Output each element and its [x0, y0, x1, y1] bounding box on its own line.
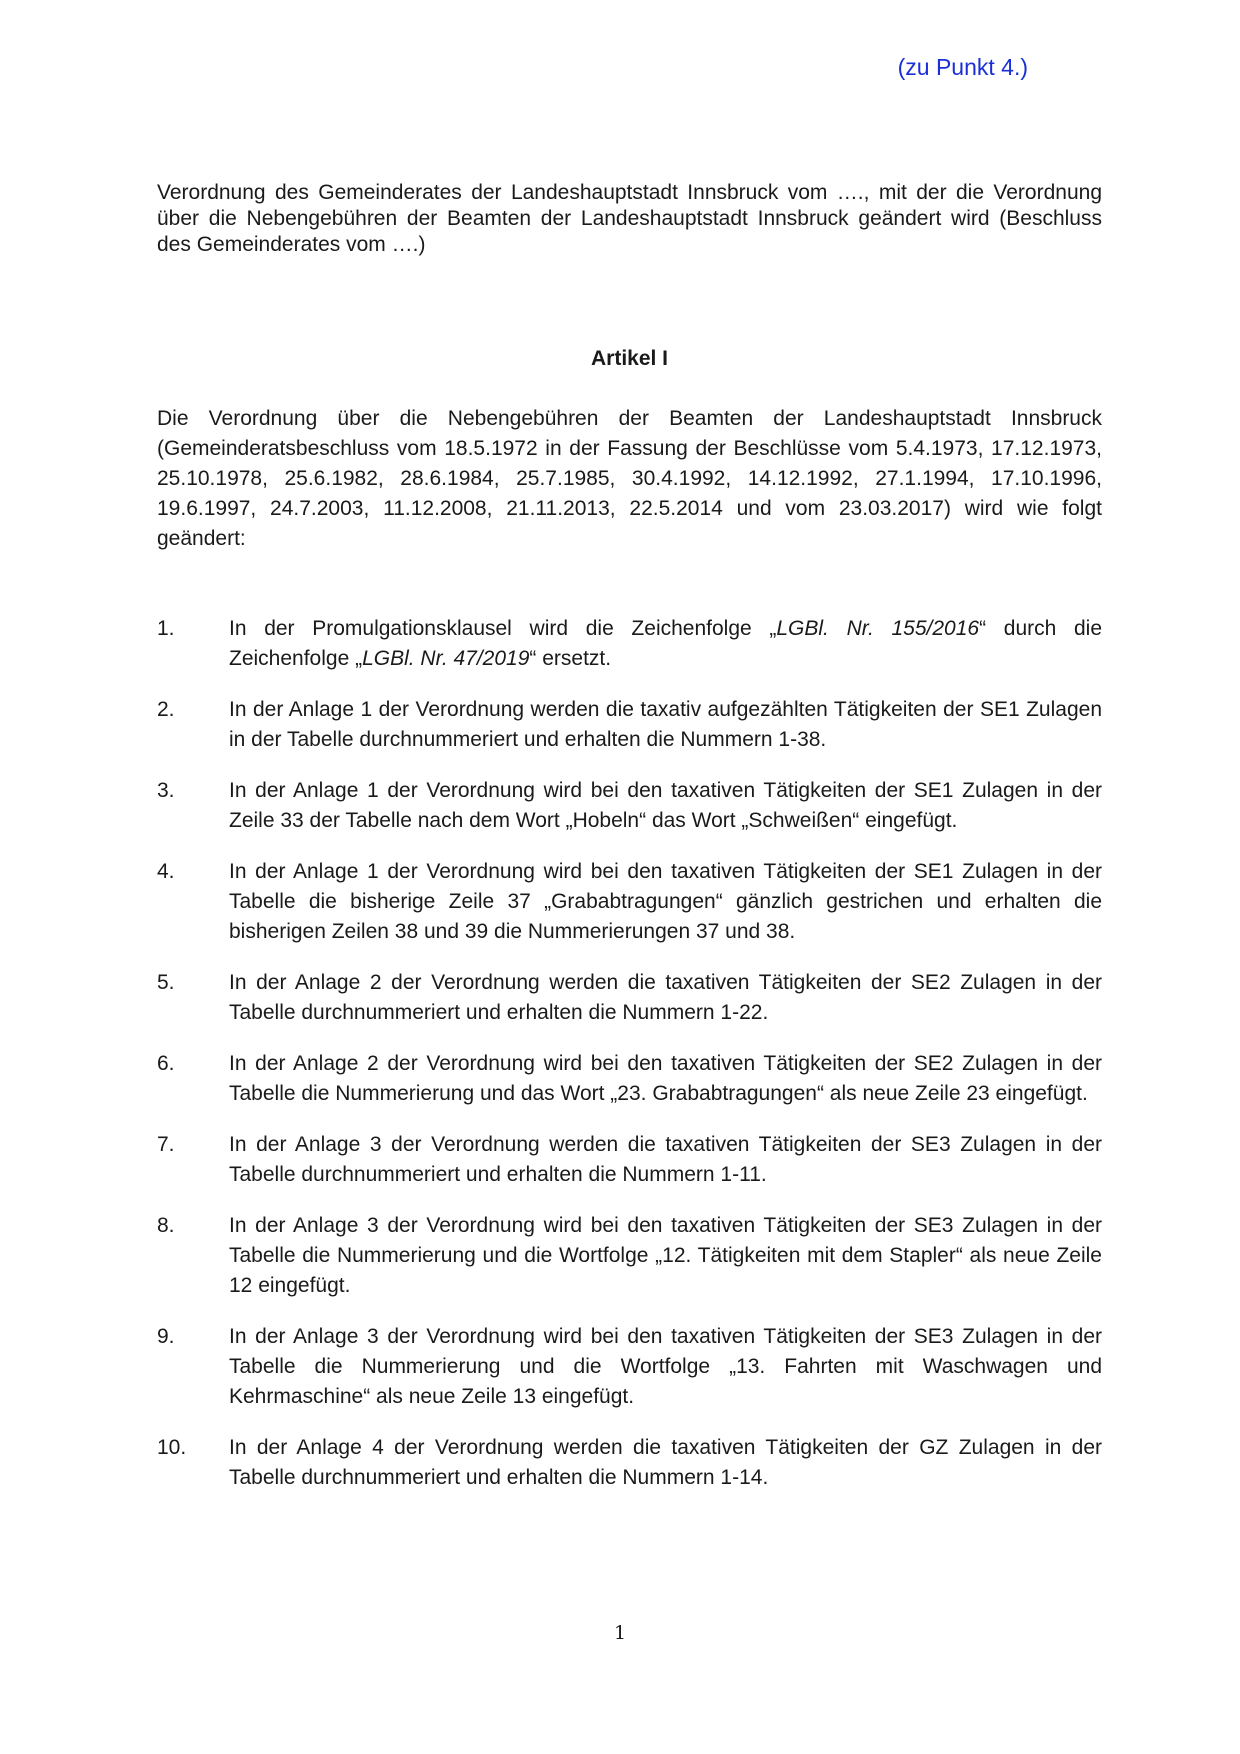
- list-item-number: 10.: [157, 1436, 187, 1459]
- article-body: Die Verordnung über die Nebengebühren der Beamten der Landeshauptstadt Innsbruck (Gemeinderatsbeschluss vom 18.5.1972 in der Fassung der Beschlüsse vom 5.4.1973, 17.12.1973, 25.10.1978, 25.6.1982, 28.6.1984, 25.7.1985, 30.4.1992, 14.12.1992, 27.1.1994, 17.10.1996, 19.6.1997, 24.7.2003, 11.12.2008, 21.11.2013, 22.5.2014 und vom 23.03.2017) wird wie folgt geändert:: [157, 407, 1102, 550]
- list-item-number: 8.: [157, 1214, 175, 1237]
- list-item: [157, 1433, 1102, 1493]
- list-item-text: In der Anlage 3 der Verordnung wird bei den taxativen Tätigkeiten der SE3 Zulagen in der Tabelle die Nummerierung und die Wortfolge „13. Fahrten mit Waschwagen und Kehrmaschine“ als neue Zeile 13 eingefügt.: [229, 1325, 1102, 1408]
- list-item-text: In der Anlage 4 der Verordnung werden die taxativen Tätigkeiten der GZ Zulagen in der Tabelle durchnummeriert und erhalten die Nummern 1-14.: [229, 1436, 1102, 1489]
- list-item-number: 7.: [157, 1133, 175, 1156]
- list-item-number: 6.: [157, 1052, 175, 1075]
- list-item-text: In der Anlage 2 der Verordnung wird bei den taxativen Tätigkeiten der SE2 Zulagen in der Tabelle die Nummerierung und das Wort „23. Grababtragungen“ als neue Zeile 23 eingefügt.: [229, 1052, 1102, 1105]
- list-item: [157, 1049, 1102, 1109]
- list-item-number: 9.: [157, 1325, 175, 1348]
- list-item: [157, 857, 1102, 947]
- list-item-text: In der Anlage 1 der Verordnung wird bei den taxativen Tätigkeiten der SE1 Zulagen in der Zeile 33 der Tabelle nach dem Wort „Hobeln“ das Wort „Schweißen“ eingefügt.: [229, 779, 1102, 832]
- list-item-number: 4.: [157, 860, 175, 883]
- list-item: [157, 1211, 1102, 1301]
- list-item-text-part: “ durch die Zeichenfolge „: [229, 617, 1103, 670]
- list-item-number: 2.: [157, 698, 175, 721]
- list-item: [157, 1322, 1102, 1412]
- list-item: [157, 695, 1102, 755]
- agenda-reference-note: (zu Punkt 4.): [897, 54, 1028, 80]
- list-item-text: In der Anlage 1 der Verordnung wird bei den taxativen Tätigkeiten der SE1 Zulagen in der Tabelle die bisherige Zeile 37 „Grababtragungen“ gänzlich gestrichen und erhalten die bisherigen Zeilen 38 und 39 die Nummerierungen 37 und 38.: [229, 860, 1102, 943]
- list-item-number: 5.: [157, 971, 175, 994]
- list-item-text: In der Anlage 2 der Verordnung werden die taxativen Tätigkeiten der SE2 Zulagen in der Tabelle durchnummeriert und erhalten die Nummern 1-22.: [229, 971, 1102, 1024]
- list-item-number: 1.: [157, 617, 175, 640]
- list-item-text: [229, 614, 1102, 674]
- list-item-text: In der Anlage 1 der Verordnung werden die taxativ aufgezählten Tätigkeiten der SE1 Zulagen in der Tabelle durchnummeriert und erhalten die Nummern 1-38.: [229, 698, 1102, 751]
- list-item: [157, 776, 1102, 836]
- list-item-text: In der Anlage 3 der Verordnung wird bei den taxativen Tätigkeiten der SE3 Zulagen in der Tabelle die Nummerierung und die Wortfolge „12. Tätigkeiten mit dem Stapler“ als neue Zeile 12 eingefügt.: [229, 1214, 1102, 1297]
- amendment-list: [157, 614, 1102, 1514]
- list-item-citation: LGBl. Nr. 47/2019: [362, 647, 530, 670]
- list-item-text: In der Anlage 3 der Verordnung werden die taxativen Tätigkeiten der SE3 Zulagen in der Tabelle durchnummeriert und erhalten die Nummern 1-11.: [229, 1133, 1102, 1186]
- article-heading: Artikel I: [590, 347, 669, 370]
- list-item-citation: LGBl. Nr. 155/2016: [776, 617, 980, 640]
- list-item: [157, 614, 1102, 674]
- list-item: [157, 1130, 1102, 1190]
- list-item: [157, 968, 1102, 1028]
- ordinance-title: Verordnung des Gemeinderates der Landeshauptstadt Innsbruck vom …., mit der die Verordnung über die Nebengebühren der Beamten der Landeshauptstadt Innsbruck geändert wird (Beschluss des Gemeinderates vom ….): [157, 181, 1102, 256]
- list-item-text-part: In der Promulgationsklausel wird die Zeichenfolge „: [229, 617, 777, 640]
- list-item-text-part: “ ersetzt.: [529, 647, 612, 670]
- list-item-number: 3.: [157, 779, 175, 802]
- page-number: 1: [613, 1622, 627, 1644]
